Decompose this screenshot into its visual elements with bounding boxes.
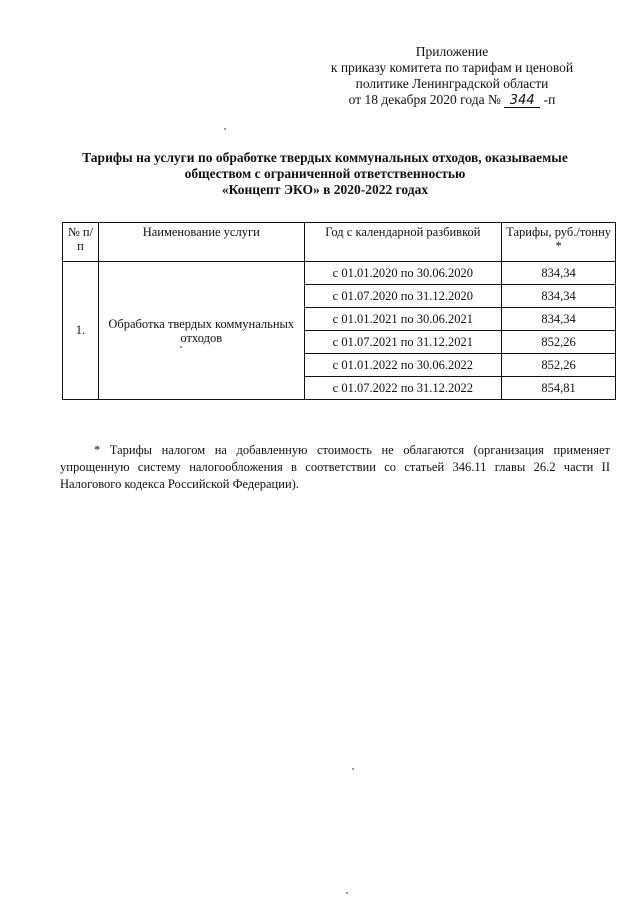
table-header-row [63, 223, 616, 262]
header-period: Год с календарной разбивкой [304, 223, 502, 262]
title-line-2: обществом с ограниченной ответственностью [184, 166, 466, 181]
rate-cell: 852,26 [502, 331, 616, 354]
period-cell: с 01.07.2022 по 31.12.2022 [304, 377, 502, 400]
tax-footnote [60, 442, 610, 493]
document-title [60, 150, 590, 198]
scan-speck [180, 346, 182, 348]
scan-speck [346, 892, 348, 894]
rate-cell: 834,34 [502, 262, 616, 285]
title-line-1: Тарифы на услуги по обработке твердых коммунальных отходов, оказываемые [82, 150, 568, 165]
row-number: 1. [63, 262, 99, 400]
appendix-header [302, 44, 602, 108]
order-reference: к приказу комитета по тарифам и ценовой [330, 60, 574, 75]
service-name: Обработка твердых коммунальных отходов [98, 262, 304, 400]
period-cell: с 01.07.2021 по 31.12.2021 [304, 331, 502, 354]
title-line-3: «Концепт ЭКО» в 2020-2022 годах [221, 182, 429, 197]
table-row [63, 262, 616, 285]
order-suffix: -п [543, 92, 556, 107]
header-rate: Тарифы, руб./тонну * [502, 223, 616, 262]
rate-cell: 834,34 [502, 308, 616, 331]
header-num: № п/п [63, 223, 99, 262]
period-cell: с 01.01.2020 по 30.06.2020 [304, 262, 502, 285]
tariffs-table [62, 222, 616, 400]
rate-cell: 834,34 [502, 285, 616, 308]
rate-cell: 854,81 [502, 377, 616, 400]
period-cell: с 01.01.2021 по 30.06.2021 [304, 308, 502, 331]
footnote-text: * Тарифы налогом на добавленную стоимость не облагаются (организация применяет упрощенную систему налогообложения в соответствии со статьей 346.11 главы 26.2 части II Налогового кодекса Российской Федерации). [60, 443, 610, 491]
header-service: Наименование услуги [98, 223, 304, 262]
order-date: от 18 декабря 2020 года № [348, 92, 501, 107]
period-cell: с 01.07.2020 по 31.12.2020 [304, 285, 502, 308]
appendix-label: Приложение [415, 44, 489, 59]
rate-cell: 852,26 [502, 354, 616, 377]
scan-speck [352, 768, 354, 770]
order-date-line [302, 92, 602, 108]
order-number-handwritten: 344 [504, 94, 540, 108]
scan-speck [224, 128, 226, 130]
period-cell: с 01.01.2022 по 30.06.2022 [304, 354, 502, 377]
committee-name: политике Ленинградской области [355, 76, 549, 91]
